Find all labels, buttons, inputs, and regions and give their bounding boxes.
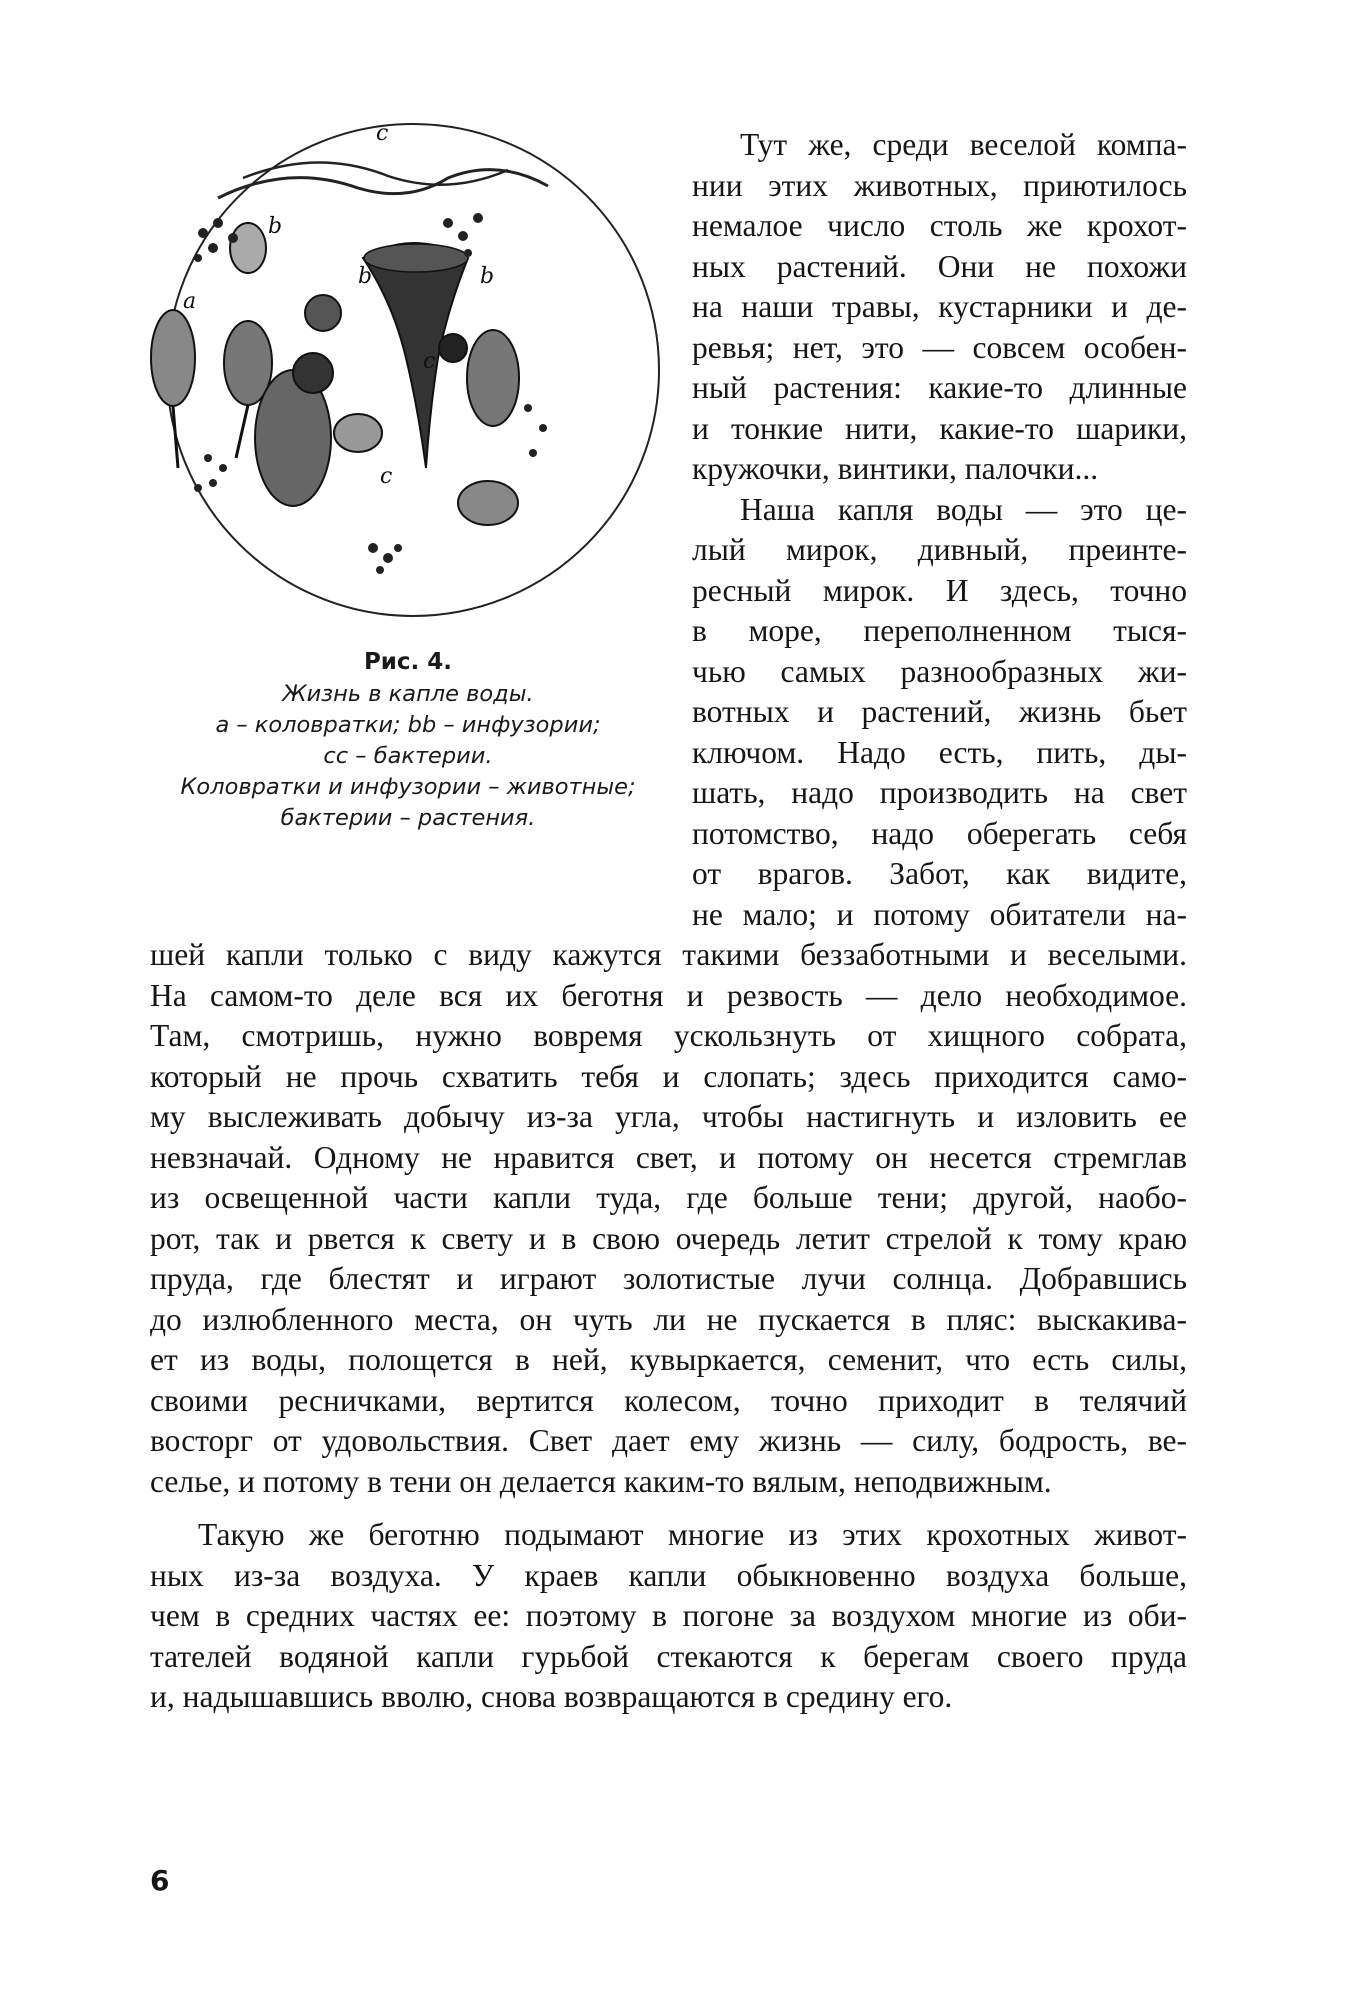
ciliate	[458, 481, 518, 525]
figure-caption	[148, 645, 668, 834]
text-line: ключом. Надо есть, пить, ды-	[692, 734, 1187, 770]
full-width-text	[150, 935, 1187, 1718]
label-c-top: c	[376, 121, 389, 146]
label-b-left: b	[268, 214, 283, 239]
text-line: невзначай. Одному не нравится свет, и потому он несется стремглав	[150, 1139, 1187, 1175]
text-line: из освещенной части капли туда, где больше тени; другой, наобо-	[150, 1180, 1187, 1215]
label-a-left: a	[183, 289, 197, 314]
caption-line: cc – бактерии.	[323, 743, 493, 769]
text-line: потомство, надо оберегать себя	[692, 815, 1187, 851]
text-line: селье, и потому в тени он делается каким-то вялым, неподвижным.	[150, 1463, 1052, 1499]
text-line: до излюбленного места, он чуть ли не пускается в пляс: выскакива-	[150, 1301, 1187, 1337]
text-line: Такую же беготню подымают многие из этих крохотных живот-	[198, 1517, 1187, 1552]
text-line: ных из-за воздуха. У краев капли обыкновенно воздуха больше,	[150, 1557, 1187, 1593]
text-line: На самом-то деле вся их беготня и резвость — дело необходимое.	[150, 977, 1187, 1013]
rotifer	[151, 310, 195, 406]
ciliate	[293, 353, 333, 393]
page-number: 6	[150, 1864, 170, 1897]
text-line: и тонкие нити, какие-то шарики,	[692, 410, 1187, 446]
ciliate	[305, 295, 341, 331]
caption-line: Коловратки и инфузории – животные;	[180, 774, 636, 800]
text-line: шей капли только с виду кажутся такими беззаботными и веселыми.	[150, 937, 1187, 972]
text-line: своими ресничками, вертится колесом, точно приходит в телячий	[150, 1382, 1187, 1418]
text-line: не мало; и потому обитатели на-	[692, 896, 1187, 932]
text-line: лый мирок, дивный, преинте-	[692, 532, 1187, 567]
text-line: пруда, где блестят и играют золотистые лучи солнца. Добравшись	[150, 1261, 1187, 1296]
text-line: вотных и растений, жизнь бьет	[692, 694, 1187, 729]
text-line: тателей водяной капли гурьбой стекаются к берегам своего пруда	[150, 1638, 1187, 1674]
ciliate	[230, 223, 266, 273]
text-line: кружочки, винтики, палочки...	[692, 451, 1099, 486]
label-b-right: b	[480, 264, 495, 289]
text-line: от врагов. Забот, как видите,	[692, 856, 1187, 891]
text-line: му выслеживать добычу из-за угла, чтобы настигнуть и изловить ее	[150, 1099, 1187, 1134]
text-line: и, надышавшись вволю, снова возвращаются в средину его.	[150, 1679, 953, 1714]
text-line: немалое число столь же крохот-	[692, 208, 1187, 243]
label-c-bottom: c	[380, 464, 393, 489]
text-line: Там, смотришь, нужно вовремя ускользнуть от хищного собрата,	[150, 1018, 1187, 1053]
text-line: ет из воды, полощется в ней, кувыркается, семенит, что есть силы,	[150, 1342, 1187, 1377]
text-line: ных растений. Они не похожи	[692, 248, 1187, 284]
thread-bacteria	[243, 162, 508, 184]
text-line: рот, так и рвется к свету и в свою очередь летит стрелой к тому краю	[150, 1220, 1187, 1256]
label-c-right: c	[423, 349, 436, 374]
label-b-mid: b	[358, 264, 373, 289]
drop-illustration	[148, 108, 668, 638]
column-text	[692, 125, 1187, 935]
text-line: восторг от удовольствия. Свет дает ему жизнь — силу, бодрость, ве-	[150, 1423, 1187, 1458]
text-line: нии этих животных, приютилось	[692, 167, 1187, 203]
text-line: ресный мирок. И здесь, точно	[692, 572, 1187, 608]
text-line: который не прочь схватить тебя и слопать; здесь приходится само-	[150, 1058, 1187, 1094]
ciliate	[467, 330, 519, 426]
text-line: на наши травы, кустарники и де-	[692, 289, 1187, 324]
text-line: ный растения: какие-то длинные	[692, 370, 1187, 405]
caption-line: Жизнь в капле воды.	[282, 681, 534, 707]
ciliate	[334, 414, 382, 452]
text-line: шать, надо производить на свет	[692, 775, 1187, 810]
caption-line: бактерии – растения.	[280, 805, 536, 831]
text-line: ревья; нет, это — совсем особен-	[692, 329, 1187, 365]
text-line: Тут же, среди веселой компа-	[740, 127, 1187, 162]
caption-line: а – коловратки; bb – инфузории;	[215, 712, 601, 738]
text-line: чем в средних частях ее: поэтому в погоне за воздухом многие из оби-	[150, 1598, 1187, 1633]
caption-title: Рис. 4.	[363, 649, 453, 675]
text-line: чью самых разнообразных жи-	[692, 653, 1187, 689]
text-line: в море, переполненном тыся-	[692, 613, 1187, 648]
ciliate	[439, 334, 467, 362]
text-line: Наша капля воды — это це-	[740, 491, 1187, 527]
